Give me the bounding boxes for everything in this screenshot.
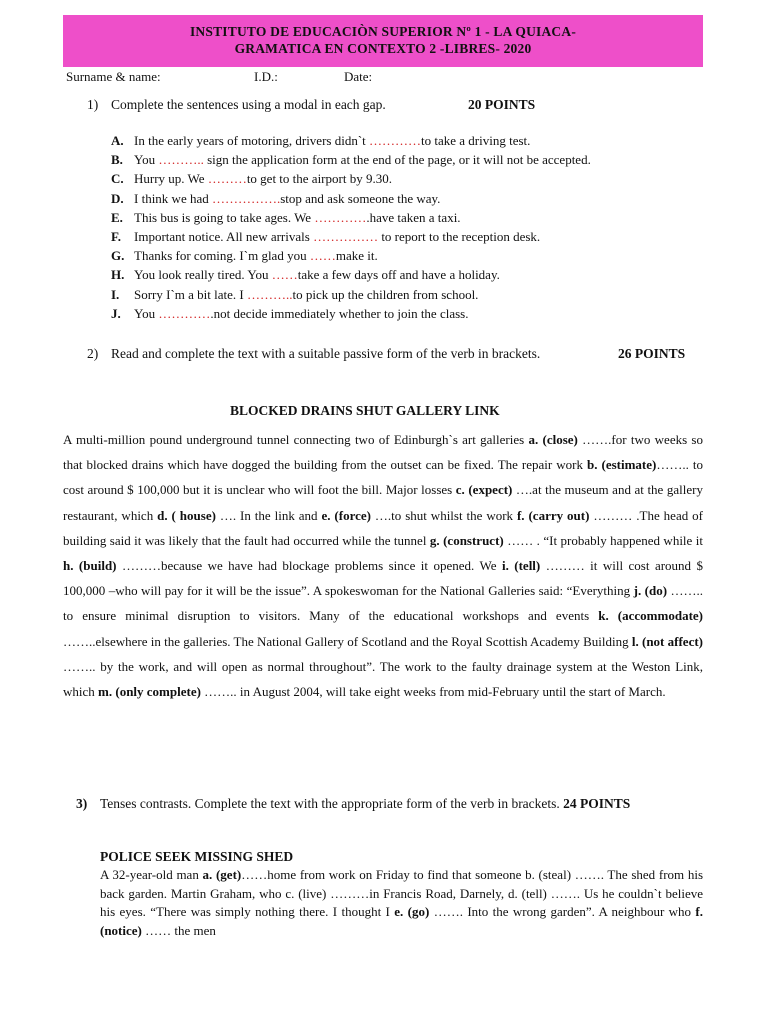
verb-prompt: f. (notice) [100,904,703,938]
section2-points: 26 POINTS [618,346,686,361]
sentence-before-gap: Hurry up. We [134,171,208,187]
sentence-before-gap: You [134,305,159,321]
section2-title: BLOCKED DRAINS SHUT GALLERY LINK [230,403,500,418]
gap-dots: …………… [313,229,379,244]
id-label: I.D.: [254,69,278,84]
passage-text: ….at the museum and at the gallery restaurant, which [63,482,703,523]
sentence-text [134,171,392,187]
verb-prompt: e. (go) [394,904,430,919]
gap-dots: ………… [369,133,422,148]
passage-text: …….for two weeks so that blocked drains which have dogged the building from the outset can be fixed. The repair work [63,432,703,473]
verb-prompt: h. (build) [63,558,117,574]
section2-number: 2) [87,346,99,361]
sentence-text [134,229,540,245]
section2-heading [87,346,707,364]
verb-prompt: i. (tell) [501,558,541,574]
sentence-after-gap: to report to the reception desk. [378,229,541,244]
verb-prompt: m. (only complete) [98,684,201,700]
sentence-letter: B. [111,152,123,168]
sentence-text [134,248,378,264]
sentence-letter: J. [111,305,121,321]
sentence-text [134,133,530,149]
date-label: Date: [344,69,373,84]
section3-number: 3) [76,796,88,811]
passage-text: …… . “It probably happened while it [503,532,703,548]
sentence-after-gap: to get to the airport by 9.30. [246,171,392,187]
passage-text: ……… .The head of building said it was likely that the fault had occurred while the tunnel [63,507,703,548]
sentence-after-gap: stop and ask someone the way. [280,190,441,206]
sentence-letter: E. [111,209,123,225]
sentence-letter: I. [111,286,120,302]
gap-dots: ……….. [247,286,293,302]
passage-text: …… the men [141,922,216,938]
gap-dots: ……….. [158,152,204,168]
sentence-before-gap: You [134,152,159,168]
section3-title: POLICE SEEK MISSING SHED [100,849,294,864]
sentence-after-gap: to take a driving test. [421,133,531,148]
section3-instruction: Tenses contrasts. Complete the text with the appropriate form of the verb in brackets. [100,796,560,811]
sentence-text [134,191,440,207]
verb-prompt: d. ( house) [157,507,216,523]
sentence-before-gap: Important notice. All new arrivals [134,229,314,244]
sentence-after-gap: take a few days off and have a holiday. [297,267,500,283]
gap-dots: ………… [314,209,367,225]
verb-prompt: g. (construct) [429,532,504,548]
sentence-letter: A. [111,133,124,148]
gap-dots: ……… [207,171,247,187]
passage-text: ……..elsewhere in the galleries. The National Gallery of Scotland and the Royal Scottish Academy Building [63,633,632,649]
passage-text: …….. to ensure minimal disruption to visitors. Many of the educational workshops and events [63,583,704,624]
section1-instruction: Complete the sentences using a modal in each gap. [111,97,386,112]
section1-points: 20 POINTS [468,97,536,112]
passage-text: ……… it will cost around $ 100,000 –who will pay for it will be the issue”. A spokeswoman for the National Galleries said: “Everything [63,558,703,599]
verb-prompt: a. (close) [528,432,578,447]
passage-text: …….. by the work, and will open as normal throughout”. The work to the faulty drainage system at the Weston Link, which [63,658,703,700]
gap-dots: …… [309,248,336,264]
sentence-before-gap: This bus is going to take ages. We [134,209,315,225]
sentence-before-gap: In the early years of motoring, drivers didn`t [134,133,370,148]
verb-prompt: e. (force) [321,507,371,523]
gap-dots: ………… [158,305,211,321]
surname-label: Surname & name: [66,69,161,84]
verb-prompt: k. (accommodate) [598,608,703,624]
passage-text: …….. in August 2004, will take eight weeks from mid-February until the start of March. [200,684,666,700]
section2-instruction: Read and complete the text with a suitable passive form of the verb in brackets. [111,346,541,361]
section2-passage [63,427,703,704]
verb-prompt: c. (expect) [455,482,513,498]
passage-text: ……home from work on Friday to find that someone b. (steal) ……. The shed from his back garden. Martin Graham, who c. (live) ………in Francis Road, Darnely, d. (tell) ……. Us he couldn`t believe his eyes. “There was simply nothing there. I thought I [100,867,704,919]
sentence-after-gap: make it. [335,248,378,264]
passage-text: ……. Into the wrong garden”. A neighbour who [429,904,696,919]
section1-number: 1) [87,97,99,112]
sentence-text [134,287,478,303]
header-institution: INSTITUTO DE EDUCACIÒN SUPERIOR Nº 1 - LA QUIACA- [189,24,577,39]
verb-prompt: a. (get) [202,867,242,882]
section3-points: 24 POINTS [563,796,631,811]
passage-text: ………because we have had blockage problems since it opened. We [116,558,502,574]
sentence-text [134,152,591,168]
sentence-after-gap: to pick up the children from school. [292,286,479,302]
sentence-after-gap: .not decide immediately whether to join the class. [210,305,469,321]
sentence-letter: G. [111,248,125,264]
section1-heading [87,97,707,115]
verb-prompt: l. (not affect) [631,633,703,649]
sentence-text [134,306,468,322]
header-banner [63,15,703,67]
verb-prompt: f. (carry out) [516,507,590,523]
gap-dots: …… [271,267,298,283]
passage-text: A multi-million pound underground tunnel connecting two of Edinburgh`s art galleries [63,432,529,447]
sentence-after-gap: .have taken a taxi. [366,209,461,225]
sentence-text [134,267,500,283]
sentence-before-gap: Thanks for coming. I`m glad you [134,248,310,264]
sentence-letter: H. [111,267,125,283]
section3-heading [76,795,705,812]
sentence-text [134,210,461,226]
header-course: GRAMATICA EN CONTEXTO 2 -LIBRES- 2020 [234,41,532,56]
sentence-after-gap: sign the application form at the end of the page, or it will not be accepted. [203,152,591,168]
sentence-before-gap: I think we had [134,190,212,206]
sentence-letter: C. [111,171,124,187]
gap-dots: ……………. [211,190,281,206]
passage-text: …….. to cost around $ 100,000 but it is unclear who will foot the bill. Major losses [63,457,703,498]
verb-prompt: b. (estimate) [587,457,657,473]
passage-text: …. In the link and [215,507,322,523]
passage-text: ….to shut whilst the work [370,507,517,523]
sentence-before-gap: Sorry I`m a bit late. I [134,286,247,302]
passage-text: A 32-year-old man [100,867,203,882]
sentence-letter: D. [111,190,124,206]
sentence-letter: F. [111,229,121,244]
section3-passage [100,866,703,940]
sentence-before-gap: You look really tired. You [134,267,272,283]
verb-prompt: j. (do) [633,583,668,599]
